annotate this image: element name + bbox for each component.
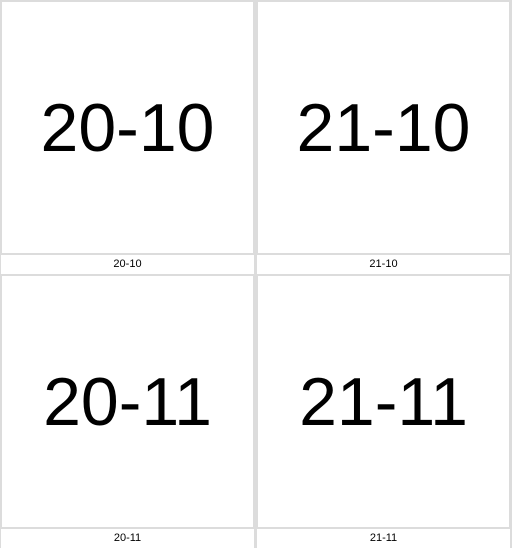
tile-caption: 20-11: [1, 529, 254, 548]
tile-20-11[interactable]: [1, 275, 254, 528]
tile-21-11[interactable]: [257, 275, 510, 528]
tile-label: 21-10: [296, 89, 471, 166]
tile-label: 21-11: [299, 363, 468, 440]
tile-21-10[interactable]: [257, 1, 510, 254]
tile-20-10[interactable]: [1, 1, 254, 254]
tile-label: 20-10: [40, 89, 215, 166]
tile-label: 20-11: [43, 363, 212, 440]
tile-caption: 20-10: [1, 255, 254, 274]
tile-caption: 21-11: [257, 529, 510, 548]
tile-caption: 21-10: [257, 255, 510, 274]
